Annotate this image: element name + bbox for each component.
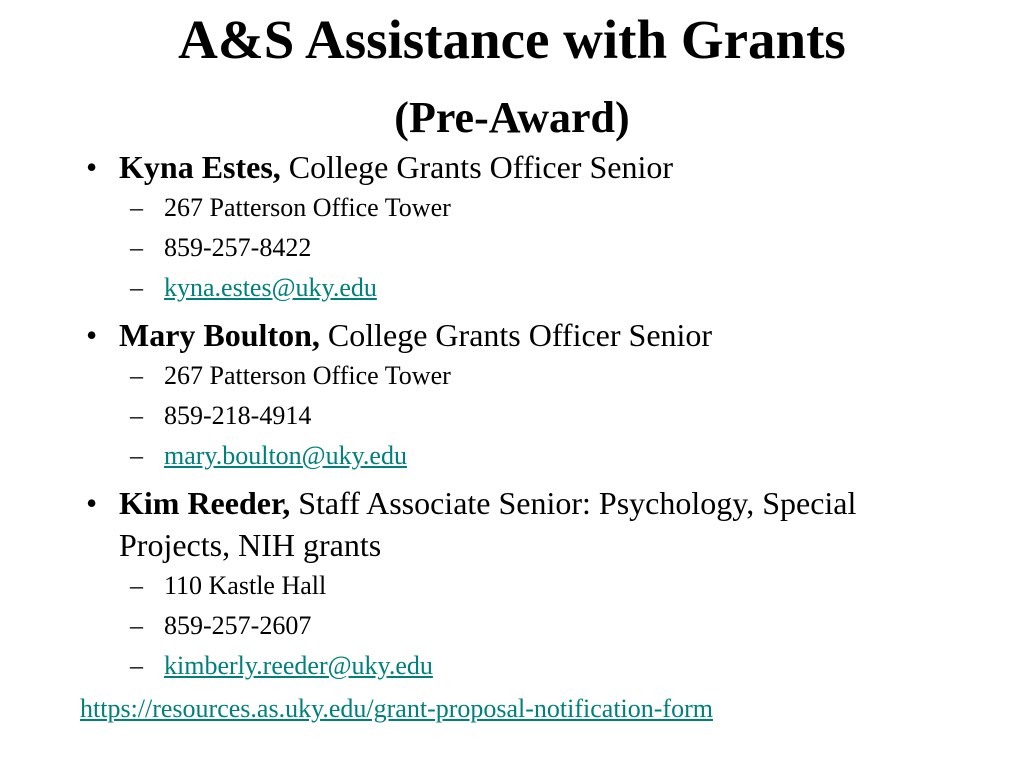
bullet-icon: •: [86, 485, 98, 521]
phone-text: 859-257-2607: [164, 611, 312, 640]
contact-name: Kyna Estes,: [119, 149, 281, 185]
form-link-row: [80, 692, 713, 726]
dash-icon: –: [130, 441, 143, 470]
dash-icon: –: [130, 571, 143, 600]
contact-phone: [0, 228, 1024, 268]
email-link[interactable]: kyna.estes@uky.edu: [164, 273, 377, 302]
contact-office: [0, 356, 1024, 396]
contact-email: [0, 646, 1024, 686]
office-text: 110 Kastle Hall: [164, 571, 327, 600]
contact-phone: [0, 396, 1024, 436]
contact-office: [0, 188, 1024, 228]
slide-subtitle: (Pre-Award): [394, 93, 630, 142]
contact-phone: [0, 606, 1024, 646]
dash-icon: –: [130, 611, 143, 640]
dash-icon: –: [130, 401, 143, 430]
grant-form-link[interactable]: https://resources.as.uky.edu/grant-proposal-notification-form: [80, 694, 713, 723]
email-link[interactable]: kimberly.reeder@uky.edu: [164, 651, 433, 680]
phone-text: 859-218-4914: [164, 401, 312, 430]
bullet-icon: •: [86, 149, 98, 185]
contact-name: Mary Boulton,: [119, 317, 320, 353]
dash-icon: –: [130, 233, 143, 262]
contact-role: College Grants Officer Senior: [327, 317, 713, 353]
contact-list: [0, 146, 1024, 686]
contact-email: [0, 268, 1024, 308]
bullet-icon: •: [86, 317, 98, 353]
contact-email: [0, 436, 1024, 476]
dash-icon: –: [130, 651, 143, 680]
contact-item-mary-boulton: [0, 314, 1024, 356]
email-link[interactable]: mary.boulton@uky.edu: [164, 441, 407, 470]
contact-role: Staff Associate Senior: Psychology, Special Projects, NIH grants: [119, 485, 857, 563]
dash-icon: –: [130, 273, 143, 302]
dash-icon: –: [130, 361, 143, 390]
contact-office: [0, 566, 1024, 606]
office-text: 267 Patterson Office Tower: [164, 361, 451, 390]
phone-text: 859-257-8422: [164, 233, 312, 262]
slide-title: A&S Assistance with Grants: [178, 9, 846, 70]
office-text: 267 Patterson Office Tower: [164, 193, 451, 222]
contact-role: College Grants Officer Senior: [288, 149, 673, 185]
contact-item-kyna-estes: [0, 146, 1024, 188]
contact-name: Kim Reeder,: [119, 485, 291, 521]
contact-item-kim-reeder: [0, 482, 919, 566]
dash-icon: –: [130, 193, 143, 222]
